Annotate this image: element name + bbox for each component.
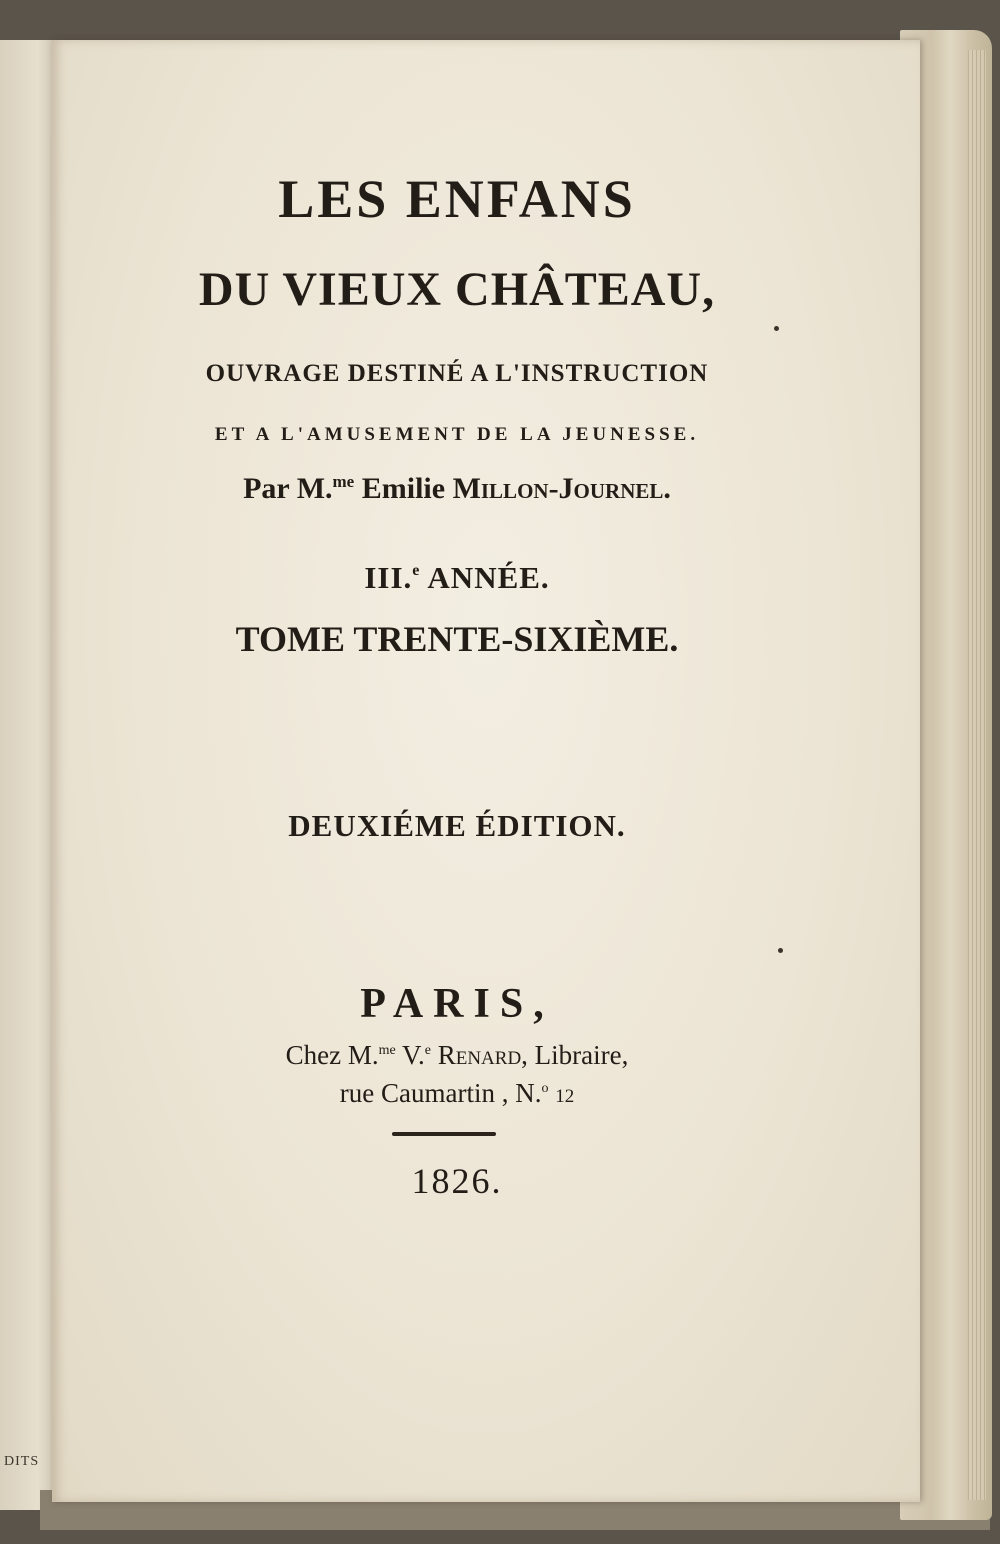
author-line <box>52 472 862 506</box>
publisher-prefix: Chez M. <box>285 1040 379 1070</box>
subtitle-line-2: ET A L'AMUSEMENT DE LA JEUNESSE. <box>214 424 700 445</box>
annee-numeral-sup: e <box>412 562 421 579</box>
author-first-name: Emilie <box>361 472 446 505</box>
publisher-suffix: , Libraire, <box>521 1040 629 1070</box>
imprint-address-line <box>52 1078 862 1109</box>
annee-word: ANNÉE. <box>427 560 550 595</box>
title-page <box>52 40 920 1502</box>
publisher-name: Renard <box>437 1040 522 1070</box>
publisher-prefix-sup: me <box>378 1043 396 1058</box>
subtitle-line-1: OUVRAGE DESTINÉ A L'INSTRUCTION <box>205 360 709 387</box>
author-prefix: Par M. <box>243 472 333 505</box>
annee-numeral: III. <box>364 560 413 595</box>
publisher-widow-sup: e <box>424 1043 431 1058</box>
spine-label: DITS <box>4 1454 40 1469</box>
edition-line: DEUXIÉME ÉDITION. <box>288 808 626 843</box>
title-page-content <box>52 40 920 1502</box>
annee-line <box>52 560 862 596</box>
imprint-publisher-line <box>52 1040 862 1071</box>
address-street: rue Caumartin , <box>339 1078 509 1108</box>
imprint-rule <box>392 1132 496 1136</box>
title-line-1: LES ENFANS <box>278 169 636 229</box>
address-number: 12 <box>555 1086 575 1107</box>
title-line-2: DU VIEUX CHÂTEAU, <box>198 263 716 316</box>
tome-line: TOME TRENTE-SIXIÈME. <box>235 619 679 659</box>
address-number-label-sup: o <box>541 1081 549 1096</box>
ink-speck <box>774 326 779 331</box>
address-number-label: N. <box>515 1078 542 1108</box>
publisher-widow: V. <box>401 1040 425 1070</box>
author-prefix-sup: me <box>332 472 355 491</box>
author-surname: Millon-Journel. <box>452 472 671 505</box>
ink-speck <box>778 948 783 953</box>
publication-year: 1826. <box>411 1161 503 1201</box>
imprint-city: PARIS, <box>360 981 554 1027</box>
